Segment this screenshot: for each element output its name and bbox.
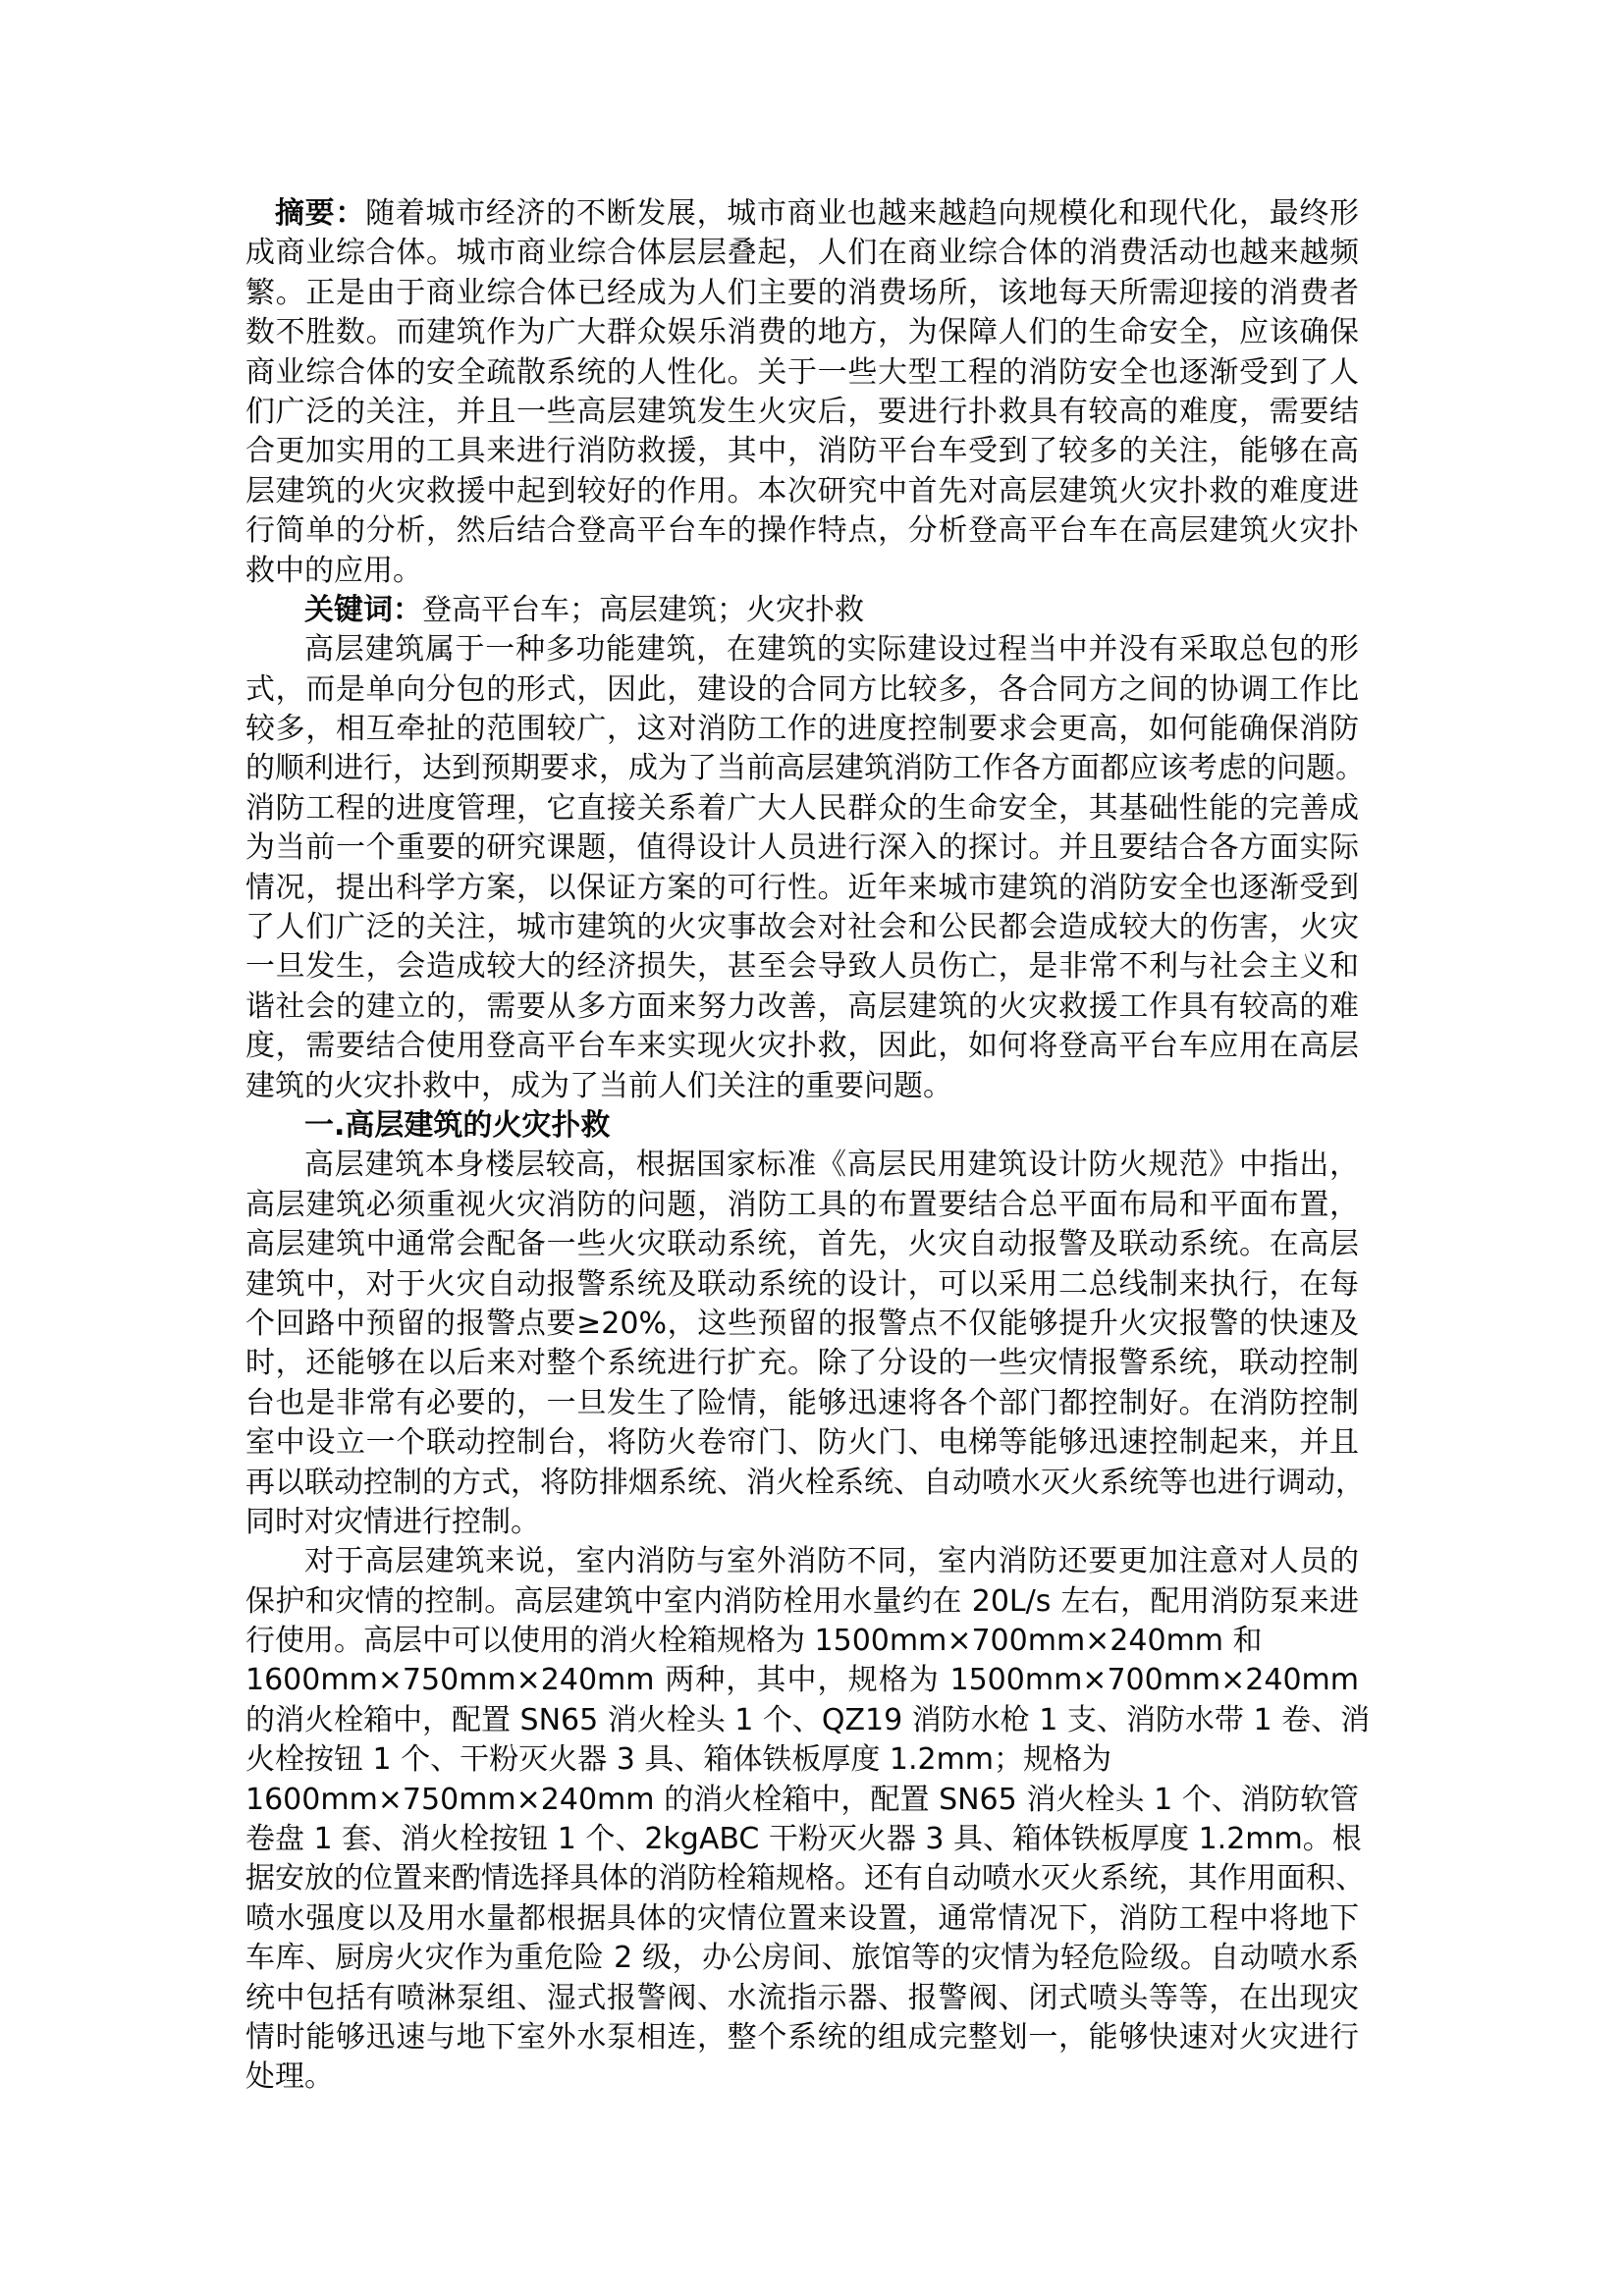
text-line: 保护和灾情的控制。高层建筑中室内消防栓用水量约在 20L/s 左右，配用消防泵来进 <box>245 1583 1359 1619</box>
line-text: 登高平台车；高层建筑；火灾扑救 <box>422 592 864 627</box>
text-line: 室中设立一个联动控制台，将防火卷帘门、防火门、电梯等能够迅速控制起来，并且 <box>245 1425 1359 1461</box>
text-line: 情况，提出科学方案，以保证方案的可行性。近年来城市建筑的消防安全也逐渐受到 <box>245 870 1359 905</box>
text-line: 1600mm×750mm×240mm 的消火栓箱中，配置 SN65 消火栓头 1 个、消防软管 <box>245 1782 1359 1817</box>
text-line: 成商业综合体。城市商业综合体层层叠起，人们在商业综合体的消费活动也越来越频 <box>245 236 1359 271</box>
text-line: 们广泛的关注，并且一些高层建筑发生火灾后，要进行扑救具有较高的难度，需要结 <box>245 394 1359 429</box>
text-line: 据安放的位置来酌情选择具体的消防栓箱规格。还有自动喷水灭火系统，其作用面积、 <box>245 1861 1365 1896</box>
text-line: 的顺利进行，达到预期要求，成为了当前高层建筑消防工作各方面都应该考虑的问题。 <box>245 751 1365 786</box>
text-line: 了人们广泛的关注，城市建筑的火灾事故会对社会和公民都会造成较大的伤害，火灾 <box>245 910 1359 945</box>
line-text: 随着城市经济的不断发展，城市商业也越来越趋向规模化和现代化，最终形 <box>365 196 1360 231</box>
text-line: 谐社会的建立的，需要从多方面来努力改善，高层建筑的火灾救援工作具有较高的难 <box>245 988 1359 1024</box>
text-line: 时，还能够在以后来对整个系统进行扩充。除了分设的一些灾情报警系统，联动控制 <box>245 1346 1359 1381</box>
text-line: 台也是非常有必要的，一旦发生了险情，能够迅速将各个部门都控制好。在消防控制 <box>245 1385 1359 1420</box>
text-line: 高层建筑必须重视火灾消防的问题，消防工具的布置要结合总平面布局和平面布置， <box>245 1187 1359 1222</box>
text-line: 一旦发生，会造成较大的经济损失，甚至会导致人员伤亡，是非常不利与社会主义和 <box>245 949 1359 985</box>
text-line: 同时对灾情进行控制。 <box>245 1504 540 1539</box>
text-line: 车库、厨房火灾作为重危险 2 级，办公房间、旅馆等的灾情为轻危险级。自动喷水系 <box>245 1941 1359 1976</box>
text-line: 建筑的火灾扑救中，成为了当前人们关注的重要问题。 <box>245 1068 952 1103</box>
text-line: 卷盘 1 套、消火栓按钮 1 个、2kgABC 干粉灭火器 3 具、箱体铁板厚度 1.2mm。根 <box>245 1822 1362 1857</box>
text-line: 层建筑的火灾救援中起到较好的作用。本次研究中首先对高层建筑火灾扑救的难度进 <box>245 473 1359 508</box>
text-line: 消防工程的进度管理，它直接关系着广大人民群众的生命安全，其基础性能的完善成 <box>245 790 1359 826</box>
text-line: 1600mm×750mm×240mm 两种，其中，规格为 1500mm×700mm×240mm <box>245 1663 1359 1698</box>
text-line: 商业综合体的安全疏散系统的人性化。关于一些大型工程的消防安全也逐渐受到了人 <box>245 354 1359 390</box>
section-heading-label: 一.高层建筑的火灾扑救 <box>304 1107 611 1143</box>
keywords-label: 关键词： <box>304 592 422 627</box>
document-body <box>245 194 1371 2098</box>
text-line: 处理。 <box>245 2059 334 2095</box>
text-line: 情时能够迅速与地下室外水泵相连，整个系统的组成完整划一，能够快速对火灾进行 <box>245 2019 1359 2055</box>
text-line: 统中包括有喷淋泵组、湿式报警阀、水流指示器、报警阀、闭式喷头等等，在出现灾 <box>245 1980 1359 2015</box>
text-line: 合更加实用的工具来进行消防救援，其中，消防平台车受到了较多的关注，能够在高 <box>245 434 1359 469</box>
section-heading <box>245 1106 1359 1146</box>
text-line: 火栓按钮 1 个、干粉灭火器 3 具、箱体铁板厚度 1.2mm；规格为 <box>245 1742 1112 1778</box>
keywords-line <box>245 591 1359 630</box>
text-line: 式，而是单向分包的形式，因此，建设的合同方比较多，各合同方之间的协调工作比 <box>245 671 1359 707</box>
text-line: 高层建筑中通常会配备一些火灾联动系统，首先，火灾自动报警及联动系统。在高层 <box>245 1227 1359 1262</box>
text-line: 行使用。高层中可以使用的消火栓箱规格为 1500mm×700mm×240mm 和 <box>245 1624 1263 1659</box>
abstract-label: 摘要： <box>275 196 366 231</box>
text-line: 为当前一个重要的研究课题，值得设计人员进行深入的探讨。并且要结合各方面实际 <box>245 830 1359 866</box>
abstract-first-line <box>245 194 1359 234</box>
text-line: 建筑中，对于火灾自动报警系统及联动系统的设计，可以采用二总线制来执行，在每 <box>245 1266 1359 1302</box>
text-line: 的消火栓箱中，配置 SN65 消火栓头 1 个、QZ19 消防水枪 1 支、消防水带 1 卷、消 <box>245 1702 1371 1737</box>
text-line: 繁。正是由于商业综合体已经成为人们主要的消费场所，该地每天所需迎接的消费者 <box>245 275 1359 310</box>
text-line: 高层建筑属于一种多功能建筑，在建筑的实际建设过程当中并没有采取总包的形 <box>304 632 1359 667</box>
text-line: 行简单的分析，然后结合登高平台车的操作特点，分析登高平台车在高层建筑火灾扑 <box>245 513 1359 549</box>
text-line: 个回路中预留的报警点要≥20%，这些预留的报警点不仅能够提升火灾报警的快速及 <box>245 1306 1359 1341</box>
text-line: 对于高层建筑来说，室内消防与室外消防不同，室内消防还要更加注意对人员的 <box>304 1544 1359 1579</box>
text-line: 数不胜数。而建筑作为广大群众娱乐消费的地方，为保障人们的生命安全，应该确保 <box>245 315 1359 350</box>
text-line: 度，需要结合使用登高平台车来实现火灾扑救，因此，如何将登高平台车应用在高层 <box>245 1029 1359 1064</box>
text-line: 高层建筑本身楼层较高，根据国家标准《高层民用建筑设计防火规范》中指出， <box>304 1148 1359 1183</box>
text-line: 救中的应用。 <box>245 553 422 588</box>
text-line: 喷水强度以及用水量都根据具体的灾情位置来设置，通常情况下，消防工程中将地下 <box>245 1900 1359 1936</box>
text-line: 再以联动控制的方式，将防排烟系统、消火栓系统、自动喷水灭火系统等也进行调动， <box>245 1465 1365 1500</box>
text-line: 较多，相互牵扯的范围较广，这对消防工作的进度控制要求会更高，如何能确保消防 <box>245 712 1359 747</box>
